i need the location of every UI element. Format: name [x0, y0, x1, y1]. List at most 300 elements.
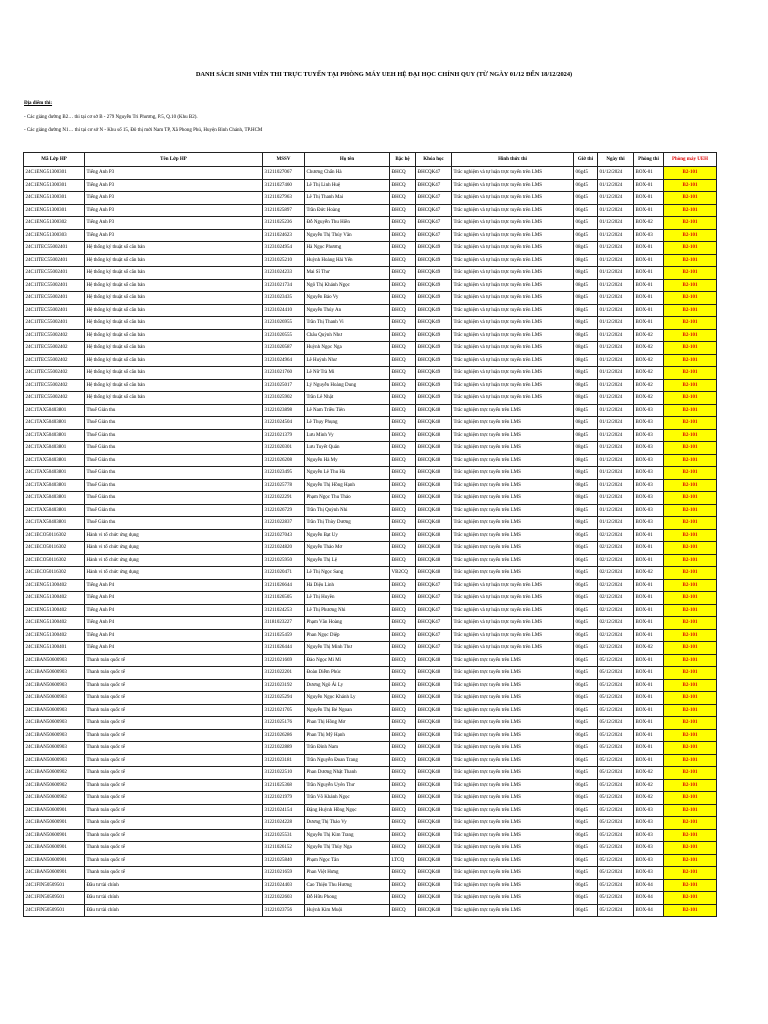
cell-ngay-thi: 02/12/2024 — [598, 604, 634, 617]
cell-khoa-hoc: ĐHCQK47 — [416, 579, 452, 592]
cell-gio-thi: 06g45 — [574, 229, 598, 242]
cell-phong-may-ueh: B2-101 — [664, 592, 717, 605]
cell-bac-he: ĐHCQ — [390, 617, 416, 630]
cell-phong-may-ueh: B2-101 — [664, 317, 717, 330]
cell-ma-lop-hp: 24C1TAX50403801 — [24, 492, 85, 505]
cell-ngay-thi: 05/12/2024 — [598, 904, 634, 917]
cell-khoa-hoc: ĐHCQK48 — [416, 767, 452, 780]
cell-ho-ten: Nguyễn Bạt Uy — [305, 529, 390, 542]
cell-gio-thi: 08g45 — [574, 317, 598, 330]
cell-hinh-thuc-thi: Trắc nghiệm và tự luận trực tuyến trên LMS — [452, 317, 574, 330]
cell-ten-lop-hp: Tiếng Anh P4 — [85, 629, 263, 642]
cell-ho-ten: Huỳnh Hoàng Hải Yến — [305, 254, 390, 267]
cell-ten-lop-hp: Thuế Giản thu — [85, 479, 263, 492]
cell-hinh-thuc-thi: Trắc nghiệm trực tuyến trên LMS — [452, 442, 574, 455]
cell-ma-lop-hp: 24C1ENG51300402 — [24, 604, 85, 617]
cell-ma-lop-hp: 24C1TAX50403801 — [24, 429, 85, 442]
cell-hinh-thuc-thi: Trắc nghiệm trực tuyến trên LMS — [452, 804, 574, 817]
cell-mssv: 31211027963 — [263, 192, 305, 205]
table-row — [24, 854, 717, 867]
cell-ngay-thi: 05/12/2024 — [598, 692, 634, 705]
cell-bac-he: ĐHCQ — [390, 217, 416, 230]
cell-phong-may-ueh: B2-101 — [664, 779, 717, 792]
cell-mssv: 31231023435 — [263, 292, 305, 305]
cell-bac-he: ĐHCQ — [390, 892, 416, 905]
cell-phong-may-ueh: B2-101 — [664, 204, 717, 217]
cell-phong-may-ueh: B2-101 — [664, 792, 717, 805]
cell-ngay-thi: 05/12/2024 — [598, 879, 634, 892]
cell-bac-he: ĐHCQ — [390, 867, 416, 880]
cell-hinh-thuc-thi: Trắc nghiệm và tự luận trực tuyến trên LMS — [452, 379, 574, 392]
header-ten-lop-hp: Tên Lớp HP — [85, 153, 263, 167]
address-line-2: - Các giảng đường N1… thi tại cơ sở N - Khu số 15, Đô thị mới Nam TP, Xã Phong Phú, Huyện Bình Chánh, TP.HCM — [24, 128, 263, 133]
cell-ten-lop-hp: Hệ thống ký thuật số căn bản — [85, 292, 263, 305]
cell-khoa-hoc: ĐHCQK48 — [416, 679, 452, 692]
cell-ho-ten: Lê Thị Phương Nhi — [305, 604, 390, 617]
cell-bac-he: ĐHCQ — [390, 404, 416, 417]
cell-ngay-thi: 01/12/2024 — [598, 254, 634, 267]
cell-phong-may-ueh: B2-101 — [664, 442, 717, 455]
cell-ma-lop-hp: 24C1ITEC55002402 — [24, 392, 85, 405]
cell-phong-thi: BOX-01 — [634, 254, 664, 267]
cell-ten-lop-hp: Đầu tư tài chính — [85, 879, 263, 892]
cell-phong-may-ueh: B2-101 — [664, 579, 717, 592]
cell-gio-thi: 08g45 — [574, 392, 598, 405]
cell-ten-lop-hp: Thanh toán quốc tế — [85, 742, 263, 755]
cell-phong-thi: BOX-03 — [634, 854, 664, 867]
cell-gio-thi: 06g45 — [574, 204, 598, 217]
header-hinh-thuc-thi: Hình thức thi — [452, 153, 574, 167]
cell-hinh-thuc-thi: Trắc nghiệm trực tuyến trên LMS — [452, 754, 574, 767]
cell-gio-thi: 08g45 — [574, 429, 598, 442]
cell-mssv: 31231021734 — [263, 279, 305, 292]
cell-hinh-thuc-thi: Trắc nghiệm trực tuyến trên LMS — [452, 417, 574, 430]
cell-ma-lop-hp: 24C1ITEC55002402 — [24, 342, 85, 355]
cell-ten-lop-hp: Hệ thống ký thuật số căn bản — [85, 367, 263, 380]
cell-ngay-thi: 01/12/2024 — [598, 167, 634, 180]
cell-khoa-hoc: ĐHCQK48 — [416, 654, 452, 667]
cell-bac-he: ĐHCQ — [390, 454, 416, 467]
cell-phong-may-ueh: B2-101 — [664, 567, 717, 580]
cell-phong-may-ueh: B2-101 — [664, 679, 717, 692]
cell-bac-he: ĐHCQ — [390, 254, 416, 267]
table-row — [24, 642, 717, 655]
cell-ngay-thi: 01/12/2024 — [598, 317, 634, 330]
cell-khoa-hoc: ĐHCQK49 — [416, 254, 452, 267]
cell-ho-ten: Phạm Ngọc Thu Thảo — [305, 492, 390, 505]
cell-phong-thi: BOX-01 — [634, 617, 664, 630]
cell-ten-lop-hp: Thanh toán quốc tế — [85, 779, 263, 792]
cell-ma-lop-hp: 24C1BAN50600901 — [24, 817, 85, 830]
cell-ten-lop-hp: Thanh toán quốc tế — [85, 829, 263, 842]
cell-khoa-hoc: ĐHCQK48 — [416, 667, 452, 680]
cell-ngay-thi: 01/12/2024 — [598, 354, 634, 367]
cell-hinh-thuc-thi: Trắc nghiệm trực tuyến trên LMS — [452, 479, 574, 492]
cell-bac-he: ĐHCQ — [390, 604, 416, 617]
cell-ten-lop-hp: Thanh toán quốc tế — [85, 754, 263, 767]
cell-phong-may-ueh: B2-101 — [664, 717, 717, 730]
cell-phong-thi: BOX-04 — [634, 892, 664, 905]
cell-phong-may-ueh: B2-101 — [664, 829, 717, 842]
header-ngay-thi: Ngày thi — [598, 153, 634, 167]
cell-ho-ten: Dương Ngô Ái Ly — [305, 679, 390, 692]
table-row — [24, 717, 717, 730]
cell-ngay-thi: 05/12/2024 — [598, 717, 634, 730]
cell-gio-thi: 06g45 — [574, 904, 598, 917]
cell-ma-lop-hp: 24C1TAX50403801 — [24, 517, 85, 530]
table-row — [24, 367, 717, 380]
cell-ho-ten: Dương Thị Thảo Vy — [305, 817, 390, 830]
cell-gio-thi: 06g45 — [574, 567, 598, 580]
table-row — [24, 892, 717, 905]
cell-ngay-thi: 05/12/2024 — [598, 679, 634, 692]
cell-phong-may-ueh: B2-101 — [664, 329, 717, 342]
cell-ho-ten: Phạm Ngọc Tân — [305, 854, 390, 867]
cell-hinh-thuc-thi: Trắc nghiệm trực tuyến trên LMS — [452, 692, 574, 705]
cell-mssv: 31221021669 — [263, 654, 305, 667]
cell-khoa-hoc: ĐHCQK48 — [416, 429, 452, 442]
cell-ma-lop-hp: 24C1FIN50509501 — [24, 892, 85, 905]
cell-bac-he: ĐHCQ — [390, 579, 416, 592]
cell-hinh-thuc-thi: Trắc nghiệm và tự luận trực tuyến trên LMS — [452, 392, 574, 405]
cell-ma-lop-hp: 24C1BAN50600903 — [24, 692, 85, 705]
cell-phong-thi: BOX-03 — [634, 454, 664, 467]
header-gio-thi: Giờ thi — [574, 153, 598, 167]
cell-phong-thi: BOX-02 — [634, 329, 664, 342]
cell-gio-thi: 08g45 — [574, 279, 598, 292]
table-row — [24, 692, 717, 705]
cell-ma-lop-hp: 24C1ENG51300301 — [24, 167, 85, 180]
cell-khoa-hoc: ĐHCQK47 — [416, 617, 452, 630]
table-row — [24, 217, 717, 230]
table-row — [24, 517, 717, 530]
cell-ho-ten: Lê Nữ Trà Mi — [305, 367, 390, 380]
cell-ngay-thi: 05/12/2024 — [598, 854, 634, 867]
cell-hinh-thuc-thi: Trắc nghiệm và tự luận trực tuyến trên LMS — [452, 354, 574, 367]
cell-ngay-thi: 01/12/2024 — [598, 404, 634, 417]
cell-hinh-thuc-thi: Trắc nghiệm và tự luận trực tuyến trên LMS — [452, 329, 574, 342]
cell-ma-lop-hp: 24C1ITEC55002401 — [24, 254, 85, 267]
cell-ho-ten: Phan Thị Mỹ Hạnh — [305, 729, 390, 742]
table-row — [24, 442, 717, 455]
cell-phong-may-ueh: B2-101 — [664, 517, 717, 530]
cell-ngay-thi: 02/12/2024 — [598, 642, 634, 655]
cell-ho-ten: Lưu Minh Vy — [305, 429, 390, 442]
document-title: DANH SÁCH SINH VIÊN THI TRỰC TUYẾN TẠI PHÒNG MÁY UEH HỆ ĐẠI HỌC CHÍNH QUY (TỪ NGÀY 01/12 ĐẾN 18/12/2024) — [195, 71, 573, 78]
cell-khoa-hoc: ĐHCQK48 — [416, 692, 452, 705]
cell-bac-he: ĐHCQ — [390, 729, 416, 742]
table-row — [24, 704, 717, 717]
cell-gio-thi: 08g45 — [574, 267, 598, 280]
cell-phong-may-ueh: B2-101 — [664, 217, 717, 230]
cell-gio-thi: 06g45 — [574, 692, 598, 705]
cell-khoa-hoc: ĐHCQK48 — [416, 492, 452, 505]
cell-gio-thi: 06g45 — [574, 529, 598, 542]
table-row — [24, 404, 717, 417]
cell-khoa-hoc: ĐHCQK48 — [416, 904, 452, 917]
table-body — [24, 167, 717, 917]
cell-phong-may-ueh: B2-101 — [664, 842, 717, 855]
cell-bac-he: ĐHCQ — [390, 379, 416, 392]
cell-gio-thi: 06g45 — [574, 192, 598, 205]
cell-phong-thi: BOX-03 — [634, 842, 664, 855]
cell-khoa-hoc: ĐHCQK48 — [416, 717, 452, 730]
cell-mssv: 31221021659 — [263, 867, 305, 880]
cell-mssv: 31221022510 — [263, 767, 305, 780]
cell-ngay-thi: 01/12/2024 — [598, 217, 634, 230]
cell-hinh-thuc-thi: Trắc nghiệm trực tuyến trên LMS — [452, 817, 574, 830]
cell-hinh-thuc-thi: Trắc nghiệm và tự luận trực tuyến trên LMS — [452, 604, 574, 617]
cell-phong-may-ueh: B2-101 — [664, 254, 717, 267]
cell-phong-thi: BOX-03 — [634, 479, 664, 492]
cell-bac-he: ĐHCQ — [390, 242, 416, 255]
cell-bac-he: ĐHCQ — [390, 554, 416, 567]
cell-phong-thi: BOX-01 — [634, 654, 664, 667]
cell-mssv: 31231020555 — [263, 329, 305, 342]
cell-ho-ten: Nguyễn Thị Lệ — [305, 554, 390, 567]
cell-bac-he: ĐHCQ — [390, 417, 416, 430]
cell-gio-thi: 08g45 — [574, 329, 598, 342]
cell-ho-ten: Nguyễn Thị Hồng Hạnh — [305, 479, 390, 492]
cell-khoa-hoc: ĐHCQK48 — [416, 779, 452, 792]
cell-phong-thi: BOX-03 — [634, 517, 664, 530]
cell-hinh-thuc-thi: Trắc nghiệm trực tuyến trên LMS — [452, 704, 574, 717]
cell-ngay-thi: 05/12/2024 — [598, 654, 634, 667]
cell-hinh-thuc-thi: Trắc nghiệm trực tuyến trên LMS — [452, 454, 574, 467]
cell-ngay-thi: 02/12/2024 — [598, 529, 634, 542]
cell-khoa-hoc: ĐHCQK49 — [416, 242, 452, 255]
cell-hinh-thuc-thi: Trắc nghiệm trực tuyến trên LMS — [452, 779, 574, 792]
cell-bac-he: ĐHCQ — [390, 317, 416, 330]
cell-ngay-thi: 02/12/2024 — [598, 629, 634, 642]
cell-ten-lop-hp: Tiếng Anh P4 — [85, 579, 263, 592]
table-row — [24, 629, 717, 642]
cell-mssv: 31211027460 — [263, 179, 305, 192]
cell-phong-may-ueh: B2-101 — [664, 554, 717, 567]
cell-phong-thi: BOX-01 — [634, 717, 664, 730]
cell-bac-he: ĐHCQ — [390, 754, 416, 767]
cell-phong-may-ueh: B2-101 — [664, 242, 717, 255]
cell-phong-may-ueh: B2-101 — [664, 667, 717, 680]
table-row — [24, 804, 717, 817]
cell-ngay-thi: 01/12/2024 — [598, 504, 634, 517]
cell-ngay-thi: 01/12/2024 — [598, 279, 634, 292]
cell-mssv: 31221024403 — [263, 879, 305, 892]
cell-mssv: 31211024253 — [263, 604, 305, 617]
cell-ten-lop-hp: Thanh toán quốc tế — [85, 804, 263, 817]
cell-ma-lop-hp: 24C1ENG51300302 — [24, 217, 85, 230]
cell-ma-lop-hp: 24C1BAN50600903 — [24, 742, 85, 755]
cell-ten-lop-hp: Thanh toán quốc tế — [85, 704, 263, 717]
cell-ho-ten: Chương Chấn Hà — [305, 167, 390, 180]
cell-khoa-hoc: ĐHCQK48 — [416, 567, 452, 580]
cell-hinh-thuc-thi: Trắc nghiệm và tự luận trực tuyến trên LMS — [452, 579, 574, 592]
cell-ma-lop-hp: 24C1ITEC55002401 — [24, 317, 85, 330]
cell-gio-thi: 06g45 — [574, 604, 598, 617]
cell-phong-may-ueh: B2-101 — [664, 454, 717, 467]
cell-gio-thi: 08g45 — [574, 342, 598, 355]
cell-bac-he: ĐHCQ — [390, 654, 416, 667]
cell-hinh-thuc-thi: Trắc nghiệm và tự luận trực tuyến trên LMS — [452, 217, 574, 230]
table-row — [24, 317, 717, 330]
address-label: Địa điểm thi: — [24, 101, 53, 106]
cell-phong-thi: BOX-01 — [634, 579, 664, 592]
cell-bac-he: ĐHCQ — [390, 192, 416, 205]
cell-phong-may-ueh: B2-101 — [664, 867, 717, 880]
cell-khoa-hoc: ĐHCQK47 — [416, 192, 452, 205]
cell-phong-may-ueh: B2-101 — [664, 379, 717, 392]
cell-ngay-thi: 01/12/2024 — [598, 454, 634, 467]
cell-khoa-hoc: ĐHCQK48 — [416, 842, 452, 855]
cell-phong-thi: BOX-04 — [634, 904, 664, 917]
cell-mssv: 31221022837 — [263, 517, 305, 530]
cell-mssv: 31221026286 — [263, 729, 305, 742]
cell-ngay-thi: 01/12/2024 — [598, 179, 634, 192]
cell-bac-he: ĐHCQ — [390, 504, 416, 517]
cell-hinh-thuc-thi: Trắc nghiệm và tự luận trực tuyến trên LMS — [452, 229, 574, 242]
cell-hinh-thuc-thi: Trắc nghiệm trực tuyến trên LMS — [452, 742, 574, 755]
cell-ho-ten: Đào Ngọc Mi Mi — [305, 654, 390, 667]
cell-ho-ten: Lê Huỳnh Như — [305, 354, 390, 367]
cell-hinh-thuc-thi: Trắc nghiệm trực tuyến trên LMS — [452, 879, 574, 892]
cell-ten-lop-hp: Tiếng Anh P3 — [85, 179, 263, 192]
cell-ten-lop-hp: Thuế Giản thu — [85, 429, 263, 442]
cell-phong-may-ueh: B2-101 — [664, 817, 717, 830]
cell-phong-thi: BOX-01 — [634, 667, 664, 680]
cell-ma-lop-hp: 24C1ITEC55002402 — [24, 367, 85, 380]
cell-gio-thi: 08g45 — [574, 467, 598, 480]
cell-khoa-hoc: ĐHCQK48 — [416, 504, 452, 517]
cell-phong-thi: BOX-02 — [634, 567, 664, 580]
cell-ten-lop-hp: Tiếng Anh P4 — [85, 617, 263, 630]
cell-bac-he: ĐHCQ — [390, 679, 416, 692]
cell-khoa-hoc: ĐHCQK48 — [416, 442, 452, 455]
table-row — [24, 904, 717, 917]
cell-khoa-hoc: ĐHCQK49 — [416, 354, 452, 367]
cell-khoa-hoc: ĐHCQK49 — [416, 392, 452, 405]
cell-khoa-hoc: ĐHCQK48 — [416, 417, 452, 430]
cell-phong-may-ueh: B2-101 — [664, 354, 717, 367]
cell-bac-he: ĐHCQ — [390, 817, 416, 830]
cell-ho-ten: Hà Ngọc Phương — [305, 242, 390, 255]
cell-mssv: 31221021379 — [263, 429, 305, 442]
cell-phong-may-ueh: B2-101 — [664, 304, 717, 317]
cell-mssv: 31211027067 — [263, 167, 305, 180]
cell-phong-thi: BOX-04 — [634, 879, 664, 892]
cell-ho-ten: Nguyễn Ngọc Khánh Ly — [305, 692, 390, 705]
cell-gio-thi: 06g45 — [574, 892, 598, 905]
cell-mssv: 31221024820 — [263, 542, 305, 555]
table-row — [24, 542, 717, 555]
cell-gio-thi: 08g45 — [574, 292, 598, 305]
cell-phong-may-ueh: B2-101 — [664, 892, 717, 905]
cell-khoa-hoc: ĐHCQK47 — [416, 604, 452, 617]
cell-hinh-thuc-thi: Trắc nghiệm trực tuyến trên LMS — [452, 792, 574, 805]
cell-hinh-thuc-thi: Trắc nghiệm và tự luận trực tuyến trên LMS — [452, 167, 574, 180]
cell-hinh-thuc-thi: Trắc nghiệm trực tuyến trên LMS — [452, 567, 574, 580]
cell-ho-ten: Trần Thị Quỳnh Nhi — [305, 504, 390, 517]
cell-khoa-hoc: ĐHCQK49 — [416, 304, 452, 317]
cell-khoa-hoc: ĐHCQK49 — [416, 317, 452, 330]
table-row — [24, 492, 717, 505]
cell-bac-he: VB2CQ — [390, 567, 416, 580]
cell-ho-ten: Lý Nguyễn Hoàng Dung — [305, 379, 390, 392]
cell-ngay-thi: 01/12/2024 — [598, 492, 634, 505]
header-phong-thi: Phòng thi — [634, 153, 664, 167]
cell-ho-ten: Lê Thị Huyền — [305, 592, 390, 605]
cell-mssv: 31221021705 — [263, 704, 305, 717]
table-row — [24, 754, 717, 767]
cell-ngay-thi: 02/12/2024 — [598, 592, 634, 605]
cell-ngay-thi: 05/12/2024 — [598, 792, 634, 805]
cell-phong-thi: BOX-01 — [634, 304, 664, 317]
cell-gio-thi: 06g45 — [574, 642, 598, 655]
cell-phong-may-ueh: B2-101 — [664, 542, 717, 555]
cell-ma-lop-hp: 24C1ENG51300401 — [24, 642, 85, 655]
cell-phong-may-ueh: B2-101 — [664, 804, 717, 817]
cell-phong-thi: BOX-01 — [634, 604, 664, 617]
cell-khoa-hoc: ĐHCQK49 — [416, 342, 452, 355]
cell-hinh-thuc-thi: Trắc nghiệm trực tuyến trên LMS — [452, 892, 574, 905]
cell-ma-lop-hp: 24C1BAN50600902 — [24, 792, 85, 805]
cell-ho-ten: Nguyễn Bảo Vy — [305, 292, 390, 305]
cell-ngay-thi: 05/12/2024 — [598, 754, 634, 767]
cell-mssv: 31211024623 — [263, 229, 305, 242]
table-row — [24, 667, 717, 680]
cell-ho-ten: Huỳnh Ngọc Nga — [305, 342, 390, 355]
cell-khoa-hoc: ĐHCQK48 — [416, 754, 452, 767]
cell-bac-he: ĐHCQ — [390, 742, 416, 755]
table-row — [24, 792, 717, 805]
cell-mssv: 31221022201 — [263, 667, 305, 680]
cell-ten-lop-hp: Hệ thống ký thuật số căn bản — [85, 329, 263, 342]
cell-ten-lop-hp: Thanh toán quốc tế — [85, 817, 263, 830]
cell-ma-lop-hp: 24C1ENG51300402 — [24, 617, 85, 630]
cell-ho-ten: Nguyễn Hà My — [305, 454, 390, 467]
cell-khoa-hoc: ĐHCQK48 — [416, 479, 452, 492]
cell-phong-thi: BOX-01 — [634, 679, 664, 692]
cell-hinh-thuc-thi: Trắc nghiệm trực tuyến trên LMS — [452, 867, 574, 880]
cell-bac-he: ĐHCQ — [390, 904, 416, 917]
cell-phong-thi: BOX-01 — [634, 692, 664, 705]
cell-bac-he: ĐHCQ — [390, 342, 416, 355]
cell-ma-lop-hp: 24C1BAN50600903 — [24, 667, 85, 680]
cell-phong-may-ueh: B2-101 — [664, 604, 717, 617]
table-row — [24, 554, 717, 567]
cell-ma-lop-hp: 24C1ITEC55002401 — [24, 279, 85, 292]
cell-gio-thi: 08g45 — [574, 517, 598, 530]
cell-mssv: 31231021760 — [263, 367, 305, 380]
cell-mssv: 31221025778 — [263, 479, 305, 492]
cell-mssv: 31221020471 — [263, 567, 305, 580]
table-row — [24, 454, 717, 467]
cell-ma-lop-hp: 24C1ENG51300402 — [24, 629, 85, 642]
cell-khoa-hoc: ĐHCQK49 — [416, 379, 452, 392]
cell-hinh-thuc-thi: Trắc nghiệm trực tuyến trên LMS — [452, 767, 574, 780]
cell-mssv: 31221022291 — [263, 492, 305, 505]
cell-phong-thi: BOX-02 — [634, 354, 664, 367]
table-row — [24, 354, 717, 367]
cell-ma-lop-hp: 24C1FIN50509501 — [24, 879, 85, 892]
table-row — [24, 392, 717, 405]
cell-hinh-thuc-thi: Trắc nghiệm và tự luận trực tuyến trên LMS — [452, 254, 574, 267]
header-phong-may-ueh: Phòng máy UEH — [664, 153, 717, 167]
table-row — [24, 429, 717, 442]
cell-hinh-thuc-thi: Trắc nghiệm trực tuyến trên LMS — [452, 404, 574, 417]
cell-ten-lop-hp: Hành vi tổ chức ứng dụng — [85, 567, 263, 580]
cell-bac-he: ĐHCQ — [390, 804, 416, 817]
cell-phong-may-ueh: B2-101 — [664, 692, 717, 705]
